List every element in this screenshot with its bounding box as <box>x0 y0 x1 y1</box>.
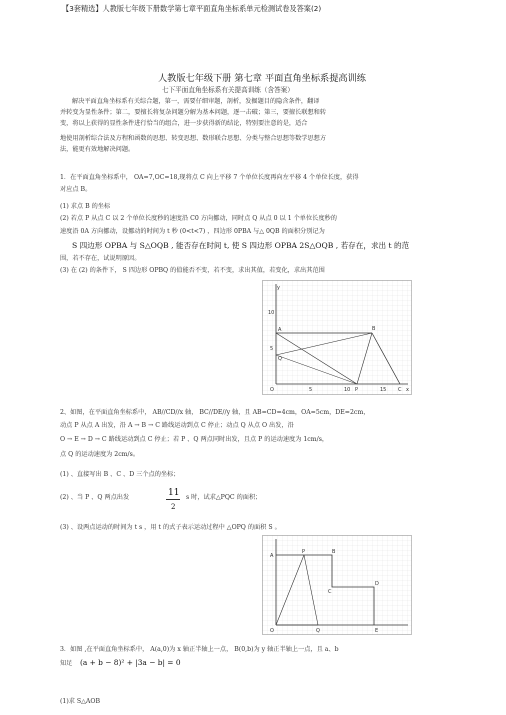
q2-line: 2、如图，在平面直角坐标系中， AB//CD//x 轴， BC//DE//y 轴，且 AB=CD=4cm，OA=5cm，DE=2cm， <box>60 409 370 416</box>
point-label: A <box>278 327 282 333</box>
point-label: C <box>328 589 332 595</box>
q2-sub3: (3) 、设两点运动的时间为 t s ，用 t 的式子表示运动过程中 △OPQ 的面积 S 。 <box>60 524 281 531</box>
point-label: B <box>372 326 376 332</box>
document-subtitle: 七下平面直角坐标系有关提高训练（含答案） <box>162 86 294 94</box>
point-label: P <box>355 387 359 393</box>
grid-background <box>262 535 412 635</box>
y-tick: 10 <box>268 310 275 316</box>
q1-line: (1) 求点 B 的坐标 <box>60 203 111 210</box>
q1-line: 1．在平面直角坐标系中， OA=7,OC=18,现将点 C 向上平移 7 个单位长度再向左平移 4 个单位长度，获得 <box>60 174 359 181</box>
point-label: C <box>398 387 402 393</box>
q2-fraction-bar <box>166 499 180 500</box>
x-tick: 15 <box>380 387 387 393</box>
point-label: O <box>270 628 274 634</box>
q1-line: 围，若不存在，试说明原因。 <box>60 255 141 262</box>
y-tick: 5 <box>270 346 274 352</box>
point-label: D <box>375 581 379 587</box>
x-tick: 5 <box>309 387 313 393</box>
q3-line: 3．如图 ,在平面直角坐标系中， A(a,0)为 x 轴正半轴上一点， B(0,b)为 y 轴正半轴上一点，且 a、b <box>60 646 339 653</box>
q2-sub1: (1) 、直接写出 B 、C 、D 三个点的坐标； <box>60 471 180 478</box>
intro-line: 解决平面直角坐标系有关综合题，第一，需要仔细审题，剖析，发掘题目的隐含条件，翻译 <box>72 98 320 105</box>
q1-line: (2) 若点 P 从点 C 以 2 个单位长度秒的速度沿 C0 方向挪动，同时点 Q 从点 0 以 1 个单位长度秒的 <box>60 215 337 222</box>
q2-coordinate-graph <box>262 535 412 635</box>
q2-fraction-denominator: 2 <box>171 503 176 511</box>
point-label: E <box>375 628 379 634</box>
document-title: 人教版七年级下册 第七章 平面直角坐标系提高训练 <box>158 73 366 84</box>
intro-line: 并转变为显性条件；第二，要擅长将复杂问题分解为基本问题，逐一击破；第三，要擅长联想和转 <box>60 109 327 116</box>
point-label: A <box>270 553 274 559</box>
page-header: 【3套精选】人教版七年级下册数学第七章平面直角坐标系单元检测试卷及答案(2) <box>62 4 322 13</box>
y-axis-label: y <box>277 285 280 291</box>
point-label: B <box>332 549 336 555</box>
q2-line: 动点 P 从点 A 出发，沿 A → B → C 路线运动到点 C 停止；动点 Q 从点 O 出发，沿 <box>60 422 294 429</box>
origin-label: O <box>270 387 274 393</box>
q1-line: (3) 在 (2) 的条件下， S 四边形 OPBQ 的值能否不变，若不变，求出其值，若变化，求出其范围 <box>60 267 325 274</box>
grid-background <box>262 280 412 395</box>
q3-line-prefix: 知足 <box>60 660 73 667</box>
q1-coordinate-graph <box>262 280 412 395</box>
intro-line: 地使用剖析综合法及方程和函数的思想、转变思想、数形联合思想、分类与整合思想等数学思想方 <box>60 135 327 142</box>
intro-line: 变，将以上获得的显性条件进行恰当的组合，进一步获得新的结论，特别要注意的是，适合 <box>60 120 308 127</box>
q2-line: O → E → D → C 路线运动到点 C 停止；若 P 、Q 两点同时出发，且点 P 的运动速度为 1cm/s， <box>60 436 329 443</box>
point-label: Q <box>316 628 320 634</box>
q1-area-formula: S 四边形 OPBA 与 S△OQB , 能否存在时间 t, 使 S 四边形 OPBA 2S△OQB , 若存在，求出 t 的范 <box>72 241 410 250</box>
x-axis-label: x <box>406 387 409 393</box>
q3-line: (1)求 S△AOB <box>60 698 101 705</box>
q2-sub2-prefix: (2) 、当 P 、Q 两点出发 <box>60 494 130 501</box>
q2-line: 点 Q 的运动速度为 2cm/s。 <box>60 451 140 458</box>
q1-line: 速度沿 0A 方向挪动，设挪动的时间为 t 秒 (0<t<7) ，四边形 0PBA 与△ 0QB 的面积分别记为 <box>60 228 325 235</box>
point-label: P <box>302 549 306 555</box>
q1-line: 对应点 B。 <box>60 186 92 193</box>
q3-equation: (a + b − 8)² + |3a − b| = 0 <box>80 658 181 667</box>
intro-line: 法，能更有效地解决问题。 <box>60 146 135 153</box>
point-label: Q <box>278 356 282 362</box>
x-tick: 10 <box>344 387 351 393</box>
q2-sub2-suffix: s 时，试求△PQC 的面积； <box>186 494 262 501</box>
q2-fraction-numerator: 11 <box>168 488 180 498</box>
